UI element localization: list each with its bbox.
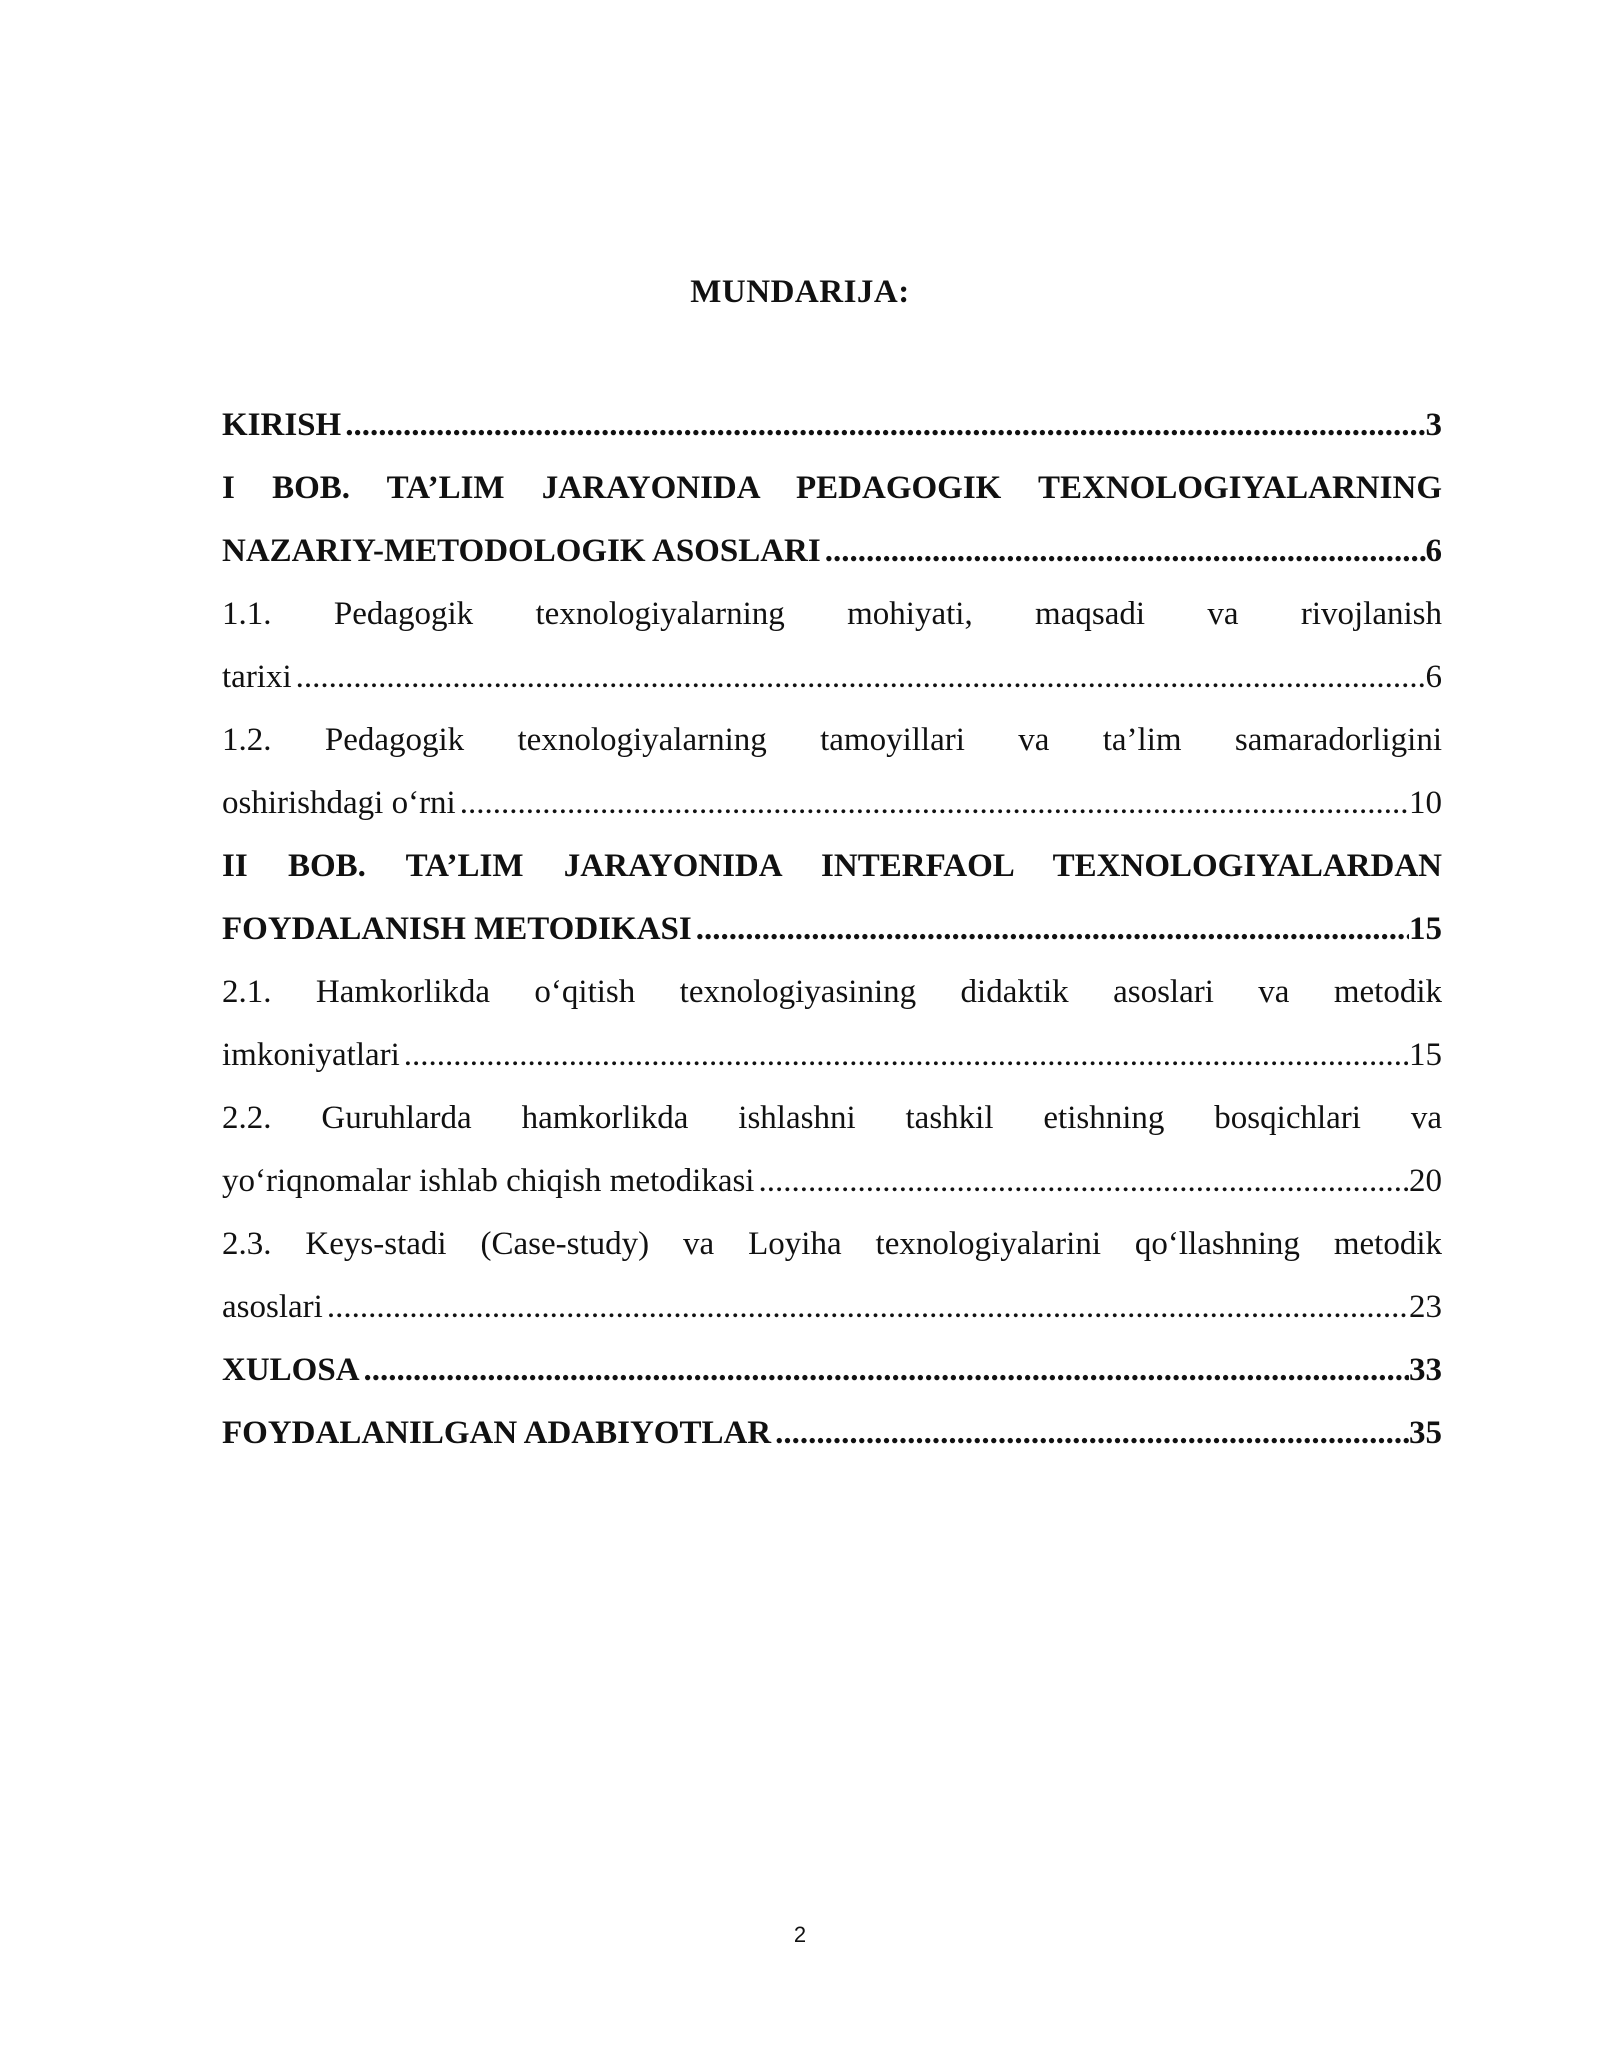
toc-entry-chapter-1-line-2[interactable] (222, 520, 1442, 583)
toc-entry-section-2-1-line-1[interactable]: 2.1. Hamkorlikda o‘qitish texnologiyasining didaktik asoslari va metodik (222, 974, 1442, 1010)
toc-page-number: 33 (1409, 1352, 1442, 1388)
toc-entry-section-2-3-line-1[interactable]: 2.3. Keys-stadi (Case-study) va Loyiha texnologiyalarini qo‘llashning metodik (222, 1226, 1442, 1262)
toc-entry-label: KIRISH (222, 407, 342, 443)
toc-page-number: 23 (1409, 1289, 1442, 1325)
toc-entry-section-1-1-line-1[interactable]: 1.1. Pedagogik texnologiyalarning mohiyati, maqsadi va rivojlanish (222, 596, 1442, 632)
toc-entry-section-2-2-line-2[interactable] (222, 1150, 1442, 1213)
toc-entry-label: XULOSA (222, 1352, 360, 1388)
toc-entry-section-1-2-line-2[interactable] (222, 772, 1442, 835)
toc-entry-label: tarixi (222, 659, 292, 695)
toc-page-number: 20 (1409, 1163, 1442, 1199)
toc-entry-chapter-2-line-2[interactable] (222, 898, 1442, 961)
toc-entry-label: asoslari (222, 1289, 323, 1325)
toc-entry-chapter-1-line-1[interactable]: I BOB. TA’LIM JARAYONIDA PEDAGOGIK TEXNOLOGIYALARNING (222, 470, 1442, 506)
page-title: MUNDARIJA: (690, 274, 910, 310)
toc-page-number: 6 (1425, 533, 1442, 569)
toc-entry-section-1-1-line-2[interactable] (222, 646, 1442, 709)
toc-page-number: 35 (1409, 1415, 1442, 1451)
dot-leader (692, 898, 1409, 961)
toc-page-number: 10 (1409, 785, 1442, 821)
toc-entry-section-1-2-line-1[interactable]: 1.2. Pedagogik texnologiyalarning tamoyillari va ta’lim samaradorligini (222, 722, 1442, 758)
dot-leader (821, 520, 1426, 583)
toc-page-number: 15 (1409, 1037, 1442, 1073)
dot-leader (400, 1024, 1409, 1087)
toc-entry-label: FOYDALANILGAN ADABIYOTLAR (222, 1415, 772, 1451)
toc-page-number: 3 (1425, 407, 1442, 443)
dot-leader (771, 1402, 1409, 1465)
toc-entry-section-2-1-line-2[interactable] (222, 1024, 1442, 1087)
toc-entry-label: yo‘riqnomalar ishlab chiqish metodikasi (222, 1163, 755, 1199)
toc-page-number: 6 (1425, 659, 1442, 695)
toc-page-number: 15 (1409, 911, 1442, 947)
toc-entry-chapter-2-line-1[interactable]: II BOB. TA’LIM JARAYONIDA INTERFAOL TEXNOLOGIYALARDAN (222, 848, 1442, 884)
dot-leader (323, 1276, 1409, 1339)
dot-leader (456, 772, 1409, 835)
toc-entry-label: oshirishdagi o‘rni (222, 785, 456, 821)
toc-entry-label: FOYDALANISH METODIKASI (222, 911, 692, 947)
toc-entry-section-2-3-line-2[interactable] (222, 1276, 1442, 1339)
table-of-contents (222, 394, 1442, 1465)
toc-entry-label: NAZARIY-METODOLOGIK ASOSLARI (222, 533, 821, 569)
toc-entry-xulosa[interactable] (222, 1339, 1442, 1402)
toc-entry-section-2-2-line-1[interactable]: 2.2. Guruhlarda hamkorlikda ishlashni tashkil etishning bosqichlari va (222, 1100, 1442, 1136)
dot-leader (754, 1150, 1409, 1213)
toc-entry-kirish[interactable] (222, 394, 1442, 457)
dot-leader (292, 646, 1426, 709)
page-number: 2 (793, 1922, 807, 1947)
toc-entry-label: imkoniyatlari (222, 1037, 400, 1073)
toc-entry-adabiyotlar[interactable] (222, 1402, 1442, 1465)
dot-leader (341, 394, 1425, 457)
dot-leader (360, 1339, 1409, 1402)
